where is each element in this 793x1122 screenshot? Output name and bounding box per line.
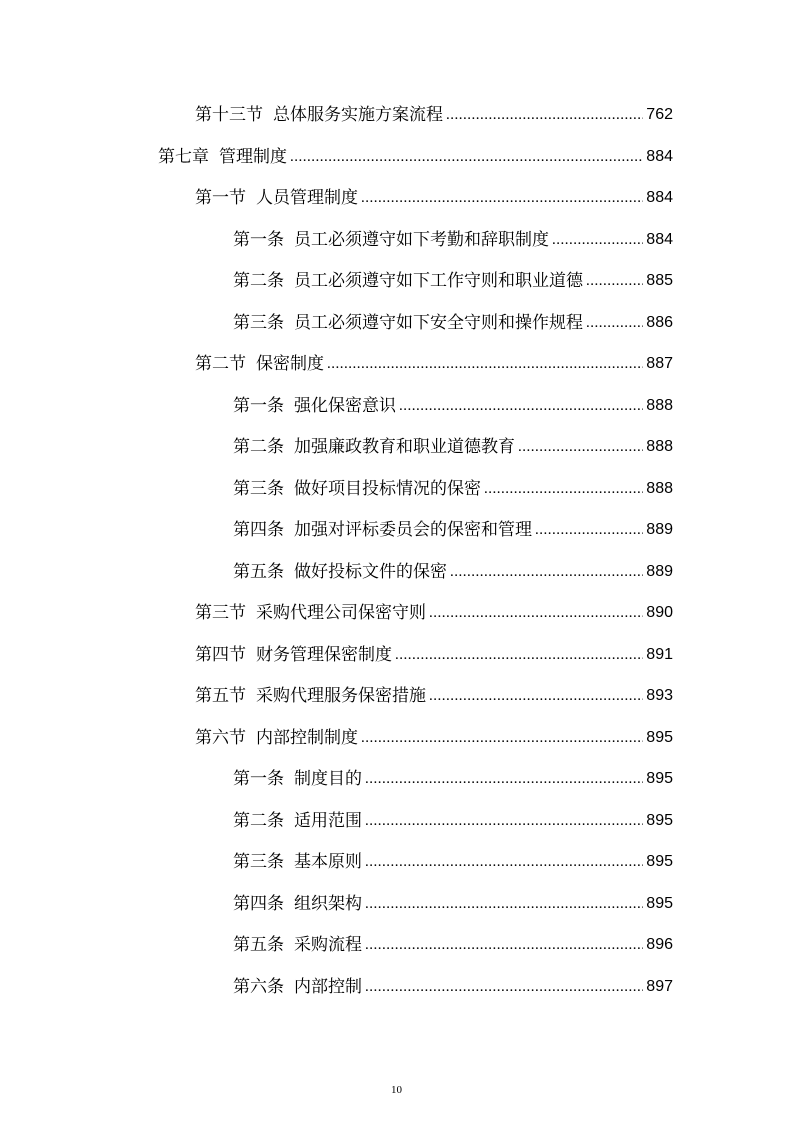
toc-entry-title: 人员管理制度 bbox=[256, 188, 358, 208]
toc-entry-title: 员工必须遵守如下安全守则和操作规程 bbox=[294, 312, 583, 333]
toc-entry-number: 第一条 bbox=[233, 395, 284, 416]
toc-entry-page: 888 bbox=[646, 438, 673, 455]
toc-leader-dots bbox=[450, 561, 643, 583]
toc-entry[interactable] bbox=[233, 217, 673, 251]
toc-entry-number: 第四条 bbox=[233, 520, 284, 540]
toc-entry[interactable] bbox=[195, 92, 673, 126]
toc-entry-title: 加强对评标委员会的保密和管理 bbox=[294, 520, 532, 540]
toc-leader-dots bbox=[395, 644, 643, 666]
toc-entry-page: 889 bbox=[646, 562, 673, 580]
toc-leader-dots bbox=[365, 976, 643, 998]
page-number-footer: 10 bbox=[391, 1084, 402, 1096]
toc-leader-dots bbox=[365, 768, 643, 790]
toc-entry[interactable] bbox=[233, 839, 673, 873]
toc-entry-number: 第三节 bbox=[195, 603, 246, 623]
toc-entry-number: 第二条 bbox=[233, 271, 284, 291]
toc-entry-title: 员工必须遵守如下工作守则和职业道德 bbox=[294, 271, 583, 291]
toc-entry-title: 内部控制 bbox=[294, 976, 362, 997]
toc-leader-dots bbox=[327, 353, 643, 375]
toc-entry-number: 第四节 bbox=[195, 644, 246, 665]
toc-entry-page: 884 bbox=[646, 230, 673, 248]
toc-entry[interactable] bbox=[233, 424, 673, 458]
toc-entry-page: 886 bbox=[646, 313, 673, 331]
toc-entry-title: 做好项目投标情况的保密 bbox=[294, 478, 481, 499]
toc-entry[interactable] bbox=[233, 466, 673, 500]
toc-entry-number: 第一条 bbox=[233, 229, 284, 250]
toc-entry[interactable] bbox=[195, 341, 673, 375]
toc-entry-number: 第七章 bbox=[158, 146, 209, 167]
toc-entry-title: 员工必须遵守如下考勤和辞职制度 bbox=[294, 229, 549, 250]
toc-entry-number: 第十三节 bbox=[195, 105, 263, 125]
toc-entry-title: 采购代理公司保密守则 bbox=[256, 603, 426, 623]
toc-leader-dots bbox=[429, 602, 643, 624]
toc-entry[interactable] bbox=[195, 632, 673, 666]
toc-leader-dots bbox=[365, 934, 643, 956]
toc-entry[interactable] bbox=[195, 715, 673, 749]
toc-entry[interactable] bbox=[195, 673, 673, 707]
toc-entry[interactable] bbox=[233, 756, 673, 790]
toc-entry-title: 做好投标文件的保密 bbox=[294, 561, 447, 582]
toc-entry-page: 895 bbox=[646, 770, 673, 787]
toc-leader-dots bbox=[586, 270, 643, 292]
toc-leader-dots bbox=[365, 893, 643, 915]
toc-leader-dots bbox=[552, 229, 643, 251]
toc-entry-number: 第六节 bbox=[195, 727, 246, 748]
toc-entry-title: 管理制度 bbox=[219, 146, 287, 167]
toc-entry-page: 889 bbox=[646, 521, 673, 538]
toc-entry[interactable] bbox=[233, 549, 673, 583]
toc-entry[interactable] bbox=[158, 134, 673, 168]
toc-entry-page: 890 bbox=[646, 604, 673, 621]
toc-leader-dots bbox=[290, 146, 643, 168]
toc-entry-number: 第五条 bbox=[233, 561, 284, 582]
toc-entry-number: 第五条 bbox=[233, 935, 284, 955]
toc-leader-dots bbox=[365, 810, 643, 832]
toc-entry-page: 893 bbox=[646, 687, 673, 704]
toc-entry-title: 采购流程 bbox=[294, 935, 362, 955]
toc-leader-dots bbox=[518, 436, 643, 458]
toc-entry-number: 第三条 bbox=[233, 312, 284, 333]
toc-entry-title: 保密制度 bbox=[256, 354, 324, 374]
toc-entry[interactable] bbox=[195, 590, 673, 624]
toc-entry[interactable] bbox=[233, 507, 673, 541]
toc-entry-page: 888 bbox=[646, 479, 673, 497]
toc-entry-number: 第四条 bbox=[233, 893, 284, 914]
toc-entry-title: 基本原则 bbox=[294, 852, 362, 872]
toc-leader-dots bbox=[484, 478, 643, 500]
toc-entry[interactable] bbox=[233, 922, 673, 956]
toc-entry-page: 887 bbox=[646, 355, 673, 372]
toc-entry[interactable] bbox=[233, 881, 673, 915]
toc-leader-dots bbox=[365, 851, 643, 873]
toc-entry-number: 第五节 bbox=[195, 686, 246, 706]
toc-leader-dots bbox=[361, 727, 643, 749]
toc-entry-title: 制度目的 bbox=[294, 769, 362, 789]
toc-entry[interactable] bbox=[233, 383, 673, 417]
toc-entry-number: 第三条 bbox=[233, 478, 284, 499]
toc-leader-dots bbox=[429, 685, 643, 707]
toc-entry-page: 895 bbox=[646, 853, 673, 870]
toc-entry[interactable] bbox=[233, 798, 673, 832]
toc-entry-title: 总体服务实施方案流程 bbox=[273, 105, 443, 125]
toc-entry-title: 组织架构 bbox=[294, 893, 362, 914]
toc-entry-title: 财务管理保密制度 bbox=[256, 644, 392, 665]
toc-entry-title: 加强廉政教育和职业道德教育 bbox=[294, 437, 515, 457]
toc-entry-page: 895 bbox=[646, 811, 673, 829]
toc-entry-number: 第二条 bbox=[233, 437, 284, 457]
toc-entry-page: 897 bbox=[646, 977, 673, 995]
toc-entry-page: 762 bbox=[646, 106, 673, 123]
toc-entry-number: 第二条 bbox=[233, 810, 284, 831]
toc-leader-dots bbox=[535, 519, 643, 541]
toc-entry-page: 888 bbox=[646, 396, 673, 414]
toc-entry[interactable] bbox=[233, 300, 673, 334]
toc-leader-dots bbox=[399, 395, 643, 417]
toc-entry-page: 884 bbox=[646, 189, 673, 206]
toc-entry-page: 891 bbox=[646, 645, 673, 663]
toc-entry-page: 895 bbox=[646, 728, 673, 746]
toc-entry-number: 第一条 bbox=[233, 769, 284, 789]
toc-entry-number: 第六条 bbox=[233, 976, 284, 997]
toc-entry[interactable] bbox=[195, 175, 673, 209]
toc-entry-title: 适用范围 bbox=[294, 810, 362, 831]
toc-entry[interactable] bbox=[233, 964, 673, 998]
toc-entry-title: 内部控制制度 bbox=[256, 727, 358, 748]
toc-entry-page: 885 bbox=[646, 272, 673, 289]
toc-leader-dots bbox=[446, 104, 643, 126]
toc-entry-number: 第二节 bbox=[195, 354, 246, 374]
toc-entry-page: 895 bbox=[646, 894, 673, 912]
toc-entry[interactable] bbox=[233, 258, 673, 292]
toc-entry-title: 强化保密意识 bbox=[294, 395, 396, 416]
toc-entry-page: 884 bbox=[646, 147, 673, 165]
toc-leader-dots bbox=[361, 187, 643, 209]
toc-entry-page: 896 bbox=[646, 936, 673, 953]
toc-entry-number: 第三条 bbox=[233, 852, 284, 872]
toc-entry-number: 第一节 bbox=[195, 188, 246, 208]
toc-leader-dots bbox=[586, 312, 643, 334]
toc-entry-title: 采购代理服务保密措施 bbox=[256, 686, 426, 706]
